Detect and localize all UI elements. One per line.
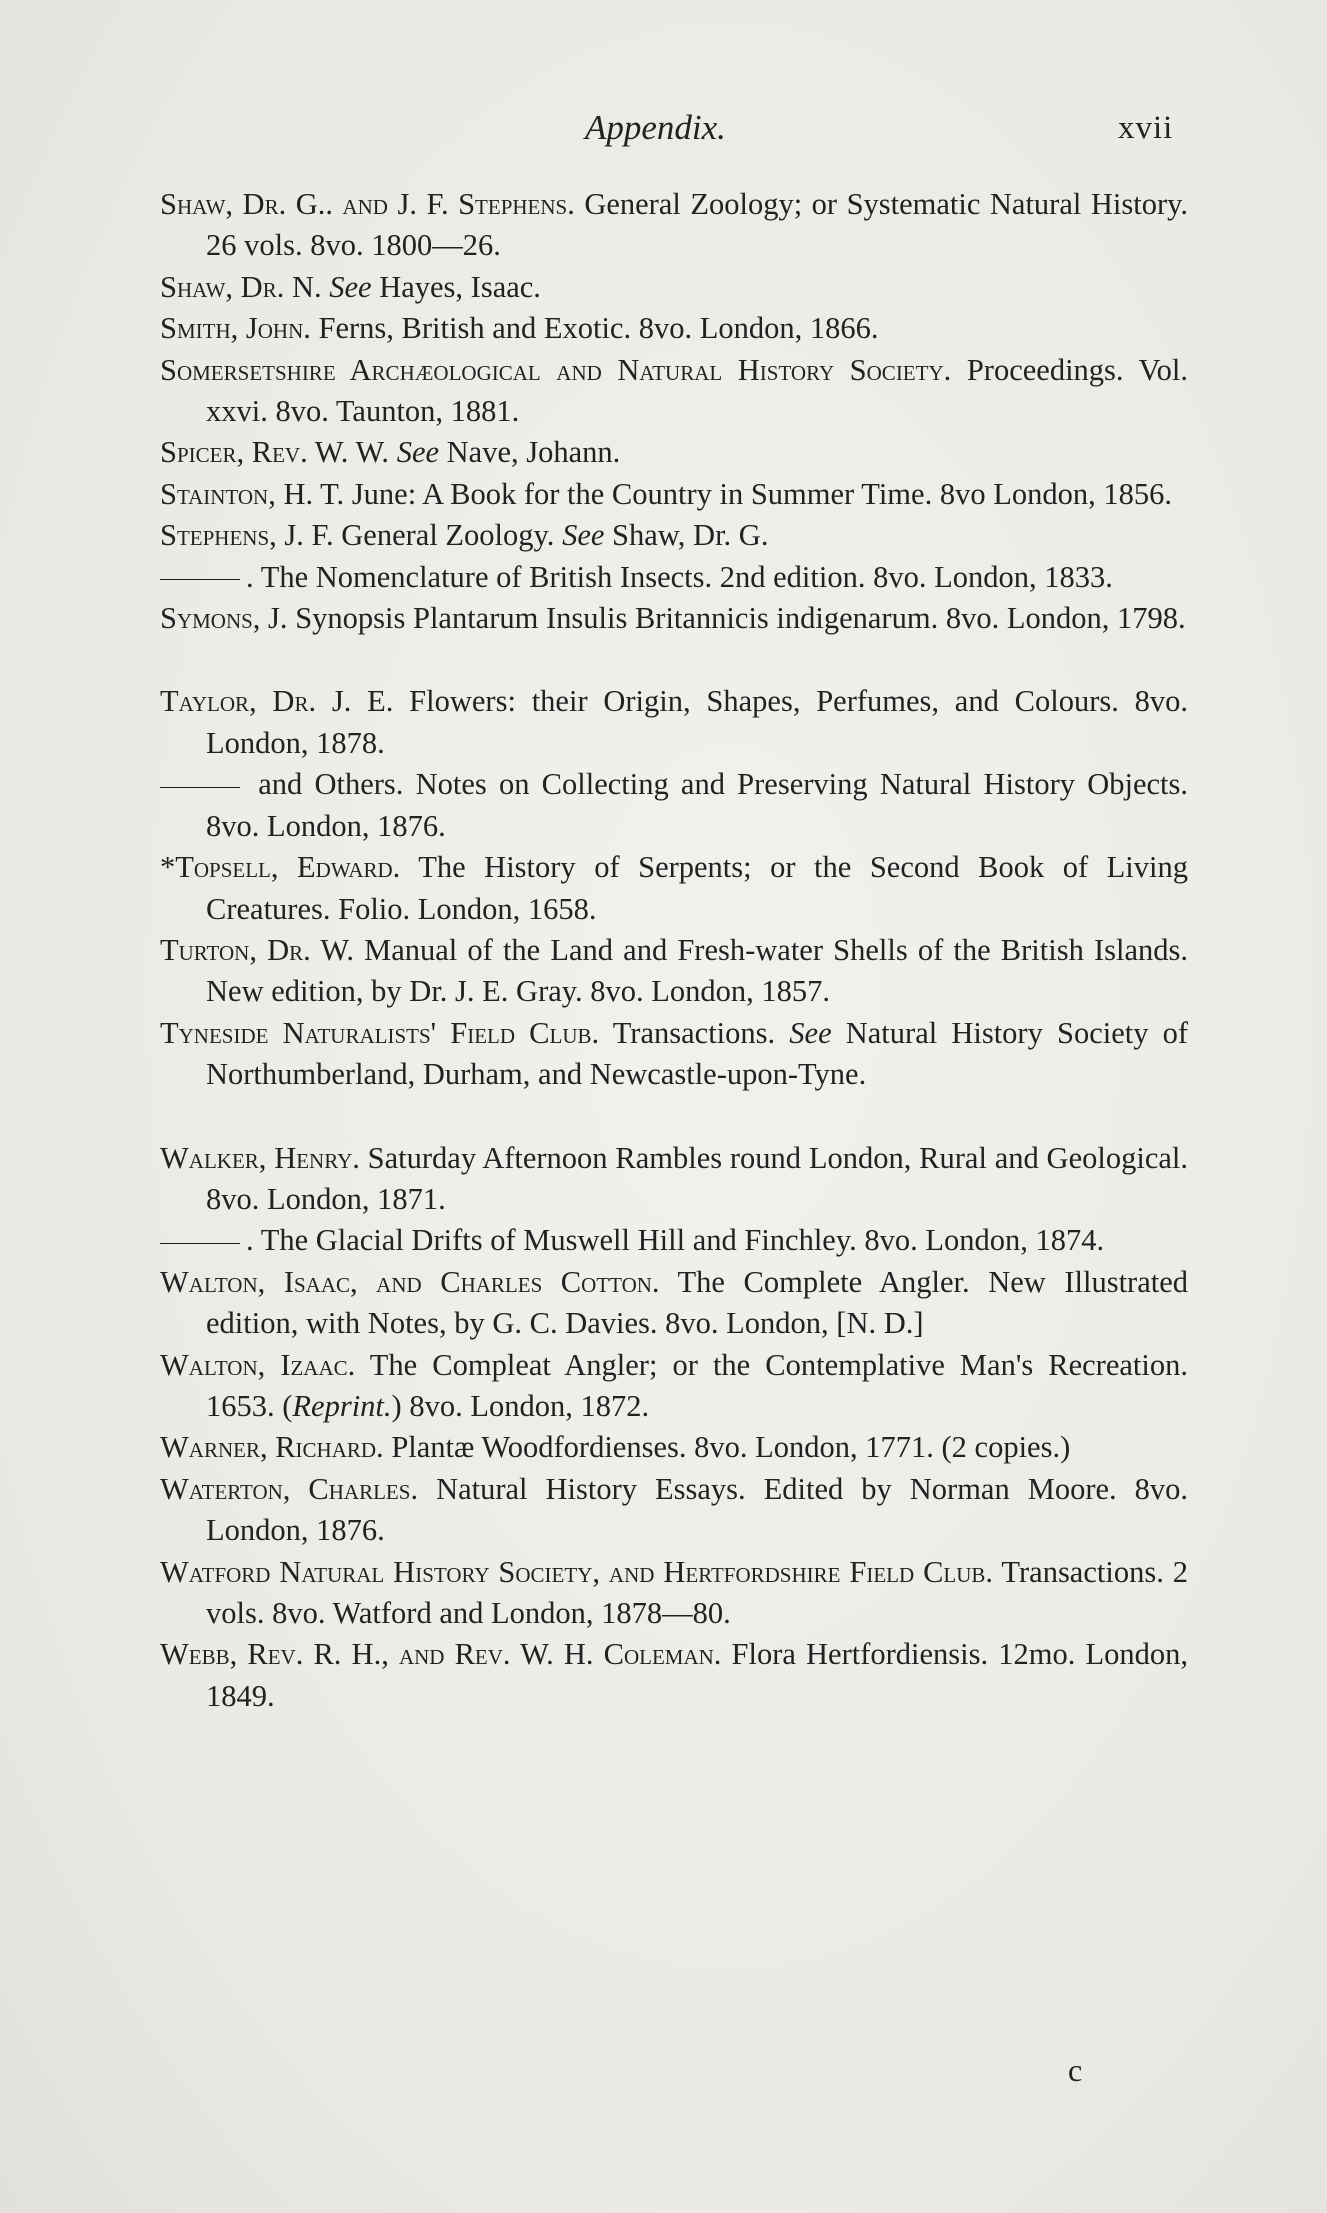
entry-author: Taylor, Dr. J. E. — [160, 684, 394, 719]
entry-text: Manual of the Land and Fresh-water Shells of the British Islands. New edition, by Dr. J. E. Gray. 8vo. London, 1857. — [206, 932, 1189, 1009]
entry-author: Symons, J. — [160, 601, 288, 636]
page-header — [0, 108, 1327, 154]
entry-text-lead: General Zoology. — [333, 518, 563, 553]
entry-author: Shaw, Dr. G.. and J. F. Stephens. — [160, 187, 575, 221]
entry-text: Natural History Society of Northumberland, Durham, and Newcastle-upon-Tyne. — [206, 1015, 1189, 1092]
entry-text: Ferns, British and Exotic. 8vo. London, 1866. — [310, 311, 879, 346]
entry-text: General Zoology; or Systematic Natural History. 26 vols. 8vo. 1800—26. — [206, 187, 1188, 263]
bibliography-entry — [160, 1262, 1188, 1345]
entry-author: Turton, Dr. W. — [160, 932, 354, 967]
entry-text: Synopsis Plantarum Insulis Britannicis indigenarum. 8vo. London, 1798. — [287, 601, 1186, 636]
bibliography-entry — [160, 350, 1188, 433]
bibliography-entry — [160, 930, 1188, 1013]
entry-author: Smith, John. — [160, 311, 311, 346]
bibliography-entry — [160, 1138, 1188, 1221]
entry-text: The History of Serpents; or the Second Book of Living Creatures. Folio. London, 1658. — [206, 850, 1188, 926]
entry-italic: See — [396, 435, 440, 470]
entry-text: The Complete Angler. New Illustrated edition, with Notes, by G. C. Davies. 8vo. London, [N. D.] — [206, 1264, 1188, 1341]
running-title: Appendix. — [585, 108, 726, 147]
entry-text: ) 8vo. London, 1872. — [391, 1388, 650, 1423]
entry-author: Watford Natural History Society, and Hertfordshire Field Club. — [160, 1554, 994, 1589]
entry-author: Warner, Richard. — [160, 1430, 384, 1465]
bibliography-entry — [160, 184, 1188, 267]
bibliography-entry — [160, 764, 1188, 847]
ditto-dash — [160, 787, 240, 788]
bibliography-entry — [160, 1013, 1188, 1096]
bibliography-entry — [160, 847, 1188, 930]
entry-text: June: A Book for the Country in Summer Time. 8vo London, 1856. — [344, 476, 1172, 511]
ditto-dash — [160, 1243, 240, 1244]
entry-author: Somersetshire Archæological and Natural History Society. — [160, 352, 952, 387]
bibliography-entry — [160, 1552, 1188, 1635]
entry-text: Plantæ Woodfordienses. 8vo. London, 1771. (2 copies.) — [383, 1430, 1071, 1465]
bibliography-entry — [160, 598, 1188, 639]
entry-text: Hayes, Isaac. — [371, 269, 541, 304]
bibliography-entry — [160, 1469, 1188, 1552]
entry-text: Saturday Afternoon Rambles round London, Rural and Geological. 8vo. London, 1871. — [206, 1140, 1188, 1216]
ditto-dash — [160, 579, 240, 580]
entry-text: Nave, Johann. — [439, 435, 621, 470]
bibliography-entry — [160, 267, 1188, 308]
bibliography-entry — [160, 474, 1188, 515]
bibliography-entry — [160, 681, 1188, 764]
bibliography-entry — [160, 1220, 1188, 1261]
section-gap — [160, 1096, 1188, 1138]
entry-author: Walton, Izaac. — [160, 1347, 356, 1382]
entry-author: Walker, Henry. — [160, 1140, 360, 1175]
entry-author: Webb, Rev. R. H., and Rev. W. H. Coleman. — [160, 1637, 722, 1672]
entry-text: Flora Hertfordiensis. 12mo. London, 1849. — [206, 1637, 1188, 1713]
bibliography-entry — [160, 1345, 1188, 1428]
entry-author: Stainton, H. T. — [160, 476, 345, 511]
bibliography-entry — [160, 1634, 1188, 1717]
entry-italic: Reprint. — [292, 1388, 392, 1423]
entry-text-lead: The Compleat Angler; or the Contemplative Man's Recreation. 1653. ( — [206, 1347, 1188, 1423]
bibliography-entry — [160, 1427, 1188, 1468]
section-gap — [160, 639, 1188, 681]
entry-author: Walton, Isaac, and Charles Cotton. — [160, 1264, 660, 1299]
bibliography-entry — [160, 515, 1188, 556]
entry-author: *Topsell, Edward. — [160, 850, 401, 885]
bibliography-list — [160, 184, 1188, 1717]
entry-text: Shaw, Dr. G. — [604, 518, 769, 553]
entry-text: and Others. Notes on Collecting and Preserving Natural History Objects. 8vo. London, 1876. — [206, 767, 1188, 843]
entry-author: Stephens, J. F. — [160, 518, 334, 553]
entry-text-lead: Transactions. — [599, 1015, 790, 1050]
bibliography-entry — [160, 308, 1188, 349]
entry-author: Waterton, Charles. — [160, 1471, 419, 1506]
entry-text: . The Nomenclature of British Insects. 2nd edition. 8vo. London, 1833. — [246, 559, 1113, 594]
entry-italic: See — [789, 1015, 832, 1050]
page-number: xvii — [1118, 110, 1174, 146]
signature-mark: c — [1068, 2052, 1083, 2088]
entry-text-lead — [389, 435, 397, 469]
entry-italic: See — [562, 518, 605, 553]
entry-italic: See — [329, 269, 372, 304]
entry-author: Spicer, Rev. W. W. — [160, 435, 390, 470]
entry-text: Proceedings. Vol. xxvi. 8vo. Taunton, 1881. — [206, 352, 1188, 429]
entry-text: Natural History Essays. Edited by Norman Moore. 8vo. London, 1876. — [206, 1471, 1189, 1548]
bibliography-entry — [160, 557, 1188, 598]
entry-text: Transactions. 2 vols. 8vo. Watford and London, 1878—80. — [206, 1554, 1188, 1630]
entry-text: . The Glacial Drifts of Muswell Hill and Finchley. 8vo. London, 1874. — [246, 1223, 1105, 1258]
entry-text: Flowers: their Origin, Shapes, Perfumes, and Colours. 8vo. London, 1878. — [206, 684, 1188, 760]
entry-author: Shaw, Dr. N. — [160, 269, 322, 304]
entry-author: Tyneside Naturalists' Field Club. — [160, 1015, 600, 1050]
bibliography-entry — [160, 432, 1188, 473]
